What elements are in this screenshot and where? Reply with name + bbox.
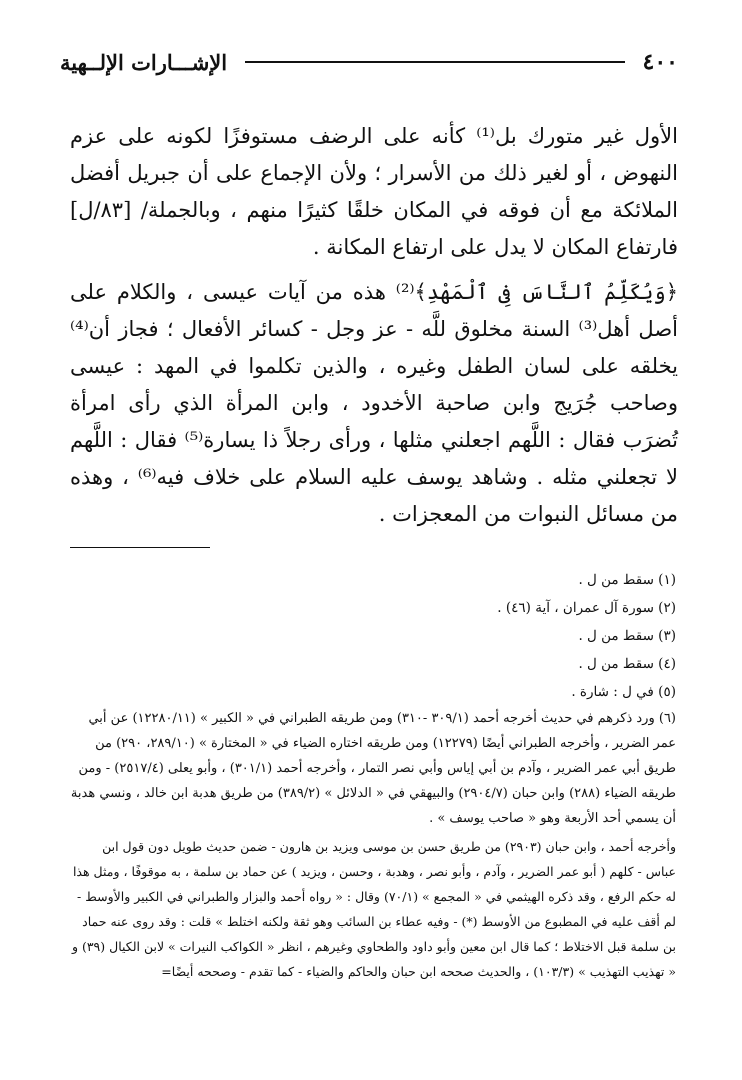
footnotes bbox=[70, 566, 676, 984]
page-header bbox=[60, 42, 678, 82]
page-number: ٤٠٠ bbox=[642, 49, 678, 75]
paragraph-2: ﴿وَيُكَلِّمُ ٱلنَّاسَ فِى ٱلْمَهْدِ﴾⁽²⁾ هذه من آيات عيسى ، والكلام على أصل أهل⁽³⁾ السنة مخلوق للَّه - عز وجل - كسائر الأفعال ؛ فجاز أن⁽⁴⁾ يخلقه على لسان الطفل وغيره ، والذين تكلموا في المهد : عيسى وصاحب جُرَيج وابن صاحبة الأخدود ، وابن المرأة الذي رأى امرأة تُضرَب فقال : اللَّهم اجعلني مثلها ، ورأى رجلاً ذا يسارة⁽⁵⁾ فقال : اللَّهم لا تجعلني مثله . وشاهد يوسف عليه السلام على خلاف فيه⁽⁶⁾ ، وهذه من مسائل النبوات من المعجزات . bbox=[70, 280, 678, 526]
footnote-6: (٦) ورد ذكرهم في حديث أخرجه أحمد (٣٠٩/١ -٣١٠) ومن طريقه الطبراني في « الكبير » (١٢٢٨٠/١١) عن أبي عمر الضرير ، وأخرجه الطبراني أيضًا (١٢٢٧٩) ومن طريقه اختاره الضياء في « المختارة » (٢٨٩/١٠، ٢٩٠) من طريق أبي عمر الضرير ، وآدم بن أبي إياس وأبي نصر التمار ، وأخرجه أحمد (٣٠١/١) ، وأبو يعلى (٢٥١٧/٤) - ومن طريقه الضياء (٢٨٨) وابن حبان (٢٩٠٤/٧) والبيهقي في « الدلائل » (٣٨٩/٢) من طريق هدبة ابن خالد ، ونسي هدبة أن يسمي أحد الأربعة وهو « صاحب يوسف » . bbox=[70, 711, 676, 826]
footnote-separator bbox=[70, 547, 210, 548]
footnote-3: (٣) سقط من ل . bbox=[578, 628, 676, 644]
footnote-5: (٥) في ل : شارة . bbox=[571, 684, 676, 700]
footnote-4: (٤) سقط من ل . bbox=[578, 656, 676, 672]
main-text bbox=[70, 118, 678, 541]
header-rule bbox=[245, 61, 624, 63]
footnote-1: (١) سقط من ل . bbox=[578, 572, 676, 588]
footnote-2: (٢) سورة آل عمران ، آية (٤٦) . bbox=[497, 600, 676, 616]
running-title: الإشـــارات الإلــهية bbox=[60, 49, 228, 75]
paragraph-1: الأول غير متورك بل⁽¹⁾ كأنه على الرضف مستوفزًا لكونه على عزم النهوض ، أو لغير ذلك من الأسرار ؛ ولأن الإجماع على أن جبريل أفضل الملائكة مع أن فوقه في المكان خلقًا كثيرًا منهم ، وبالجملة/ [٨٣/ل] فارتفاع المكان لا يدل على ارتفاع المكانة . bbox=[70, 124, 678, 259]
footnote-6-continuation: وأخرجه أحمد ، وابن حبان (٢٩٠٣) من طريق حسن بن موسى ويزيد بن هارون - ضمن حديث طويل دون قول ابن عباس - كلهم ( أبو عمر الضرير ، وآدم ، وأبو نصر ، وهدبة ، وحسن ، ويزيد ) عن حماد بن سلمة ، به موقوفًا ، ومثل هذا له حكم الرفع ، وقد ذكره الهيثمي في « المجمع » (٧٠/١) وقال : « رواه أحمد والبزار والطبراني في الكبير والأوسط - لم أقف عليه في المطبوع من الأوسط (*) - وفيه عطاء بن السائب وهو ثقة ولكنه اختلط » قلت : وقد روى عنه حماد بن سلمة قبل الاختلاط ؛ كما قال ابن معين وأبو داود والطحاوي وغيرهم ، انظر « الكواكب النيرات » لابن الكيال (٣٩) و « تهذيب التهذيب » (١٠٣/٣) ، والحديث صححه ابن حبان والحاكم والضياء - كما تقدم - وصححه أيضًا= bbox=[71, 839, 676, 979]
